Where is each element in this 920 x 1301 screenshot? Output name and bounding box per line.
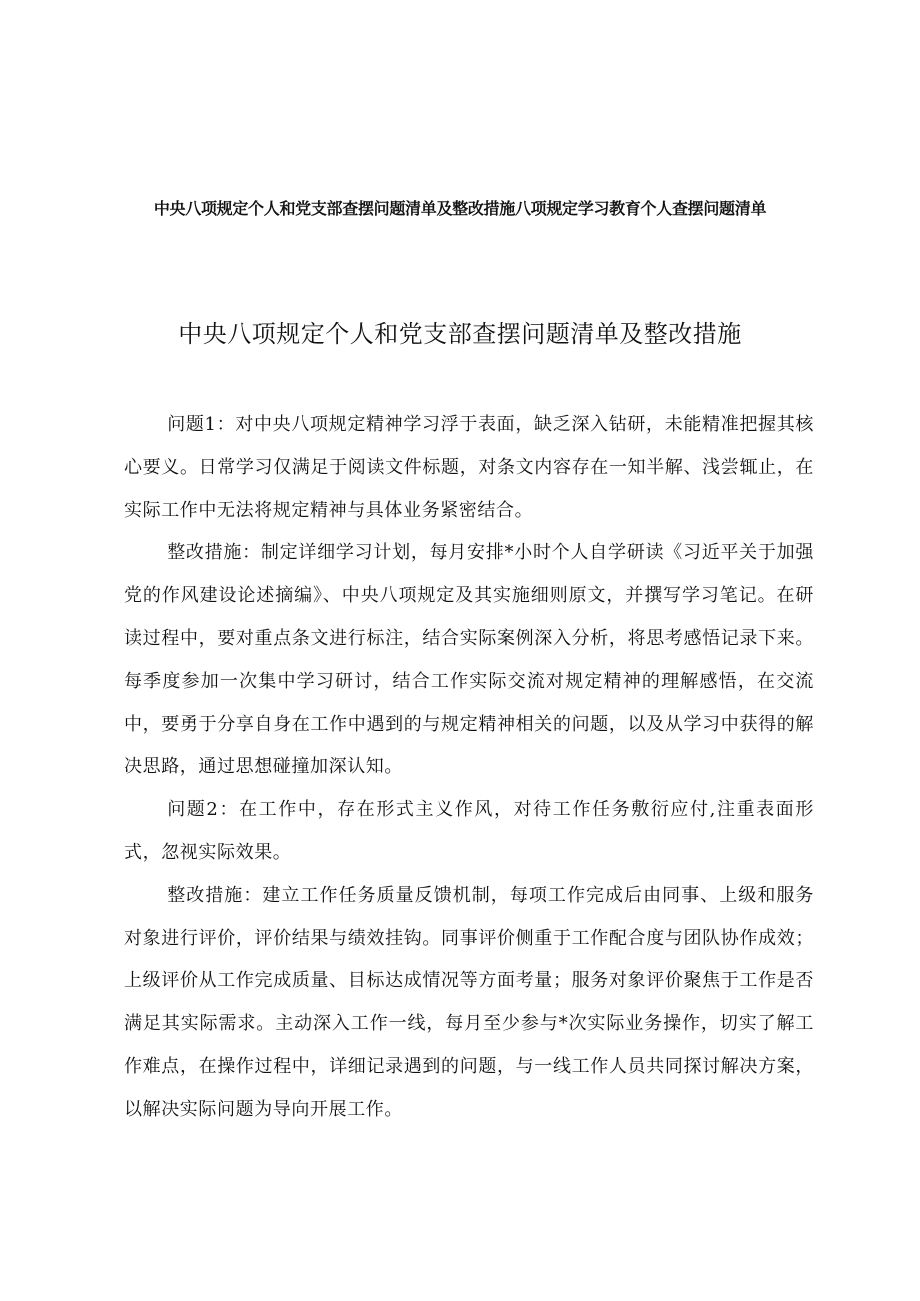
paragraph-measures-2: 整改措施：建立工作任务质量反馈机制，每项工作完成后由同事、上级和服务对象进行评价，评价结果与绩效挂钩。同事评价侧重于工作配合度与团队协作成效；上级评价从工作完成质量、目标达成情况等方面考量；服务对象评价聚焦于工作是否满足其实际需求。主动深入工作一线，每月至少参与*次实际业务操作，切实了解工作难点，在操作过程中，详细记录遇到的问题，与一线工作人员共同探讨解决方案，以解决实际问题为导向开展工作。 [124,884,814,1120]
document-body [124,404,814,1132]
paragraph-measures-1: 整改措施：制定详细学习计划，每月安排*小时个人自学研读《习近平关于加强党的作风建设论述摘编》、中央八项规定及其实施细则原文，并撰写学习笔记。在研读过程中，要对重点条文进行标注，结合实际案例深入分析，将思考感悟记录下来。每季度参加一次集中学习研讨，结合工作实际交流对规定精神的理解感悟，在交流中，要勇于分享自身在工作中遇到的与规定精神相关的问题，以及从学习中获得的解决思路，通过思想碰撞加深认知。 [124,542,814,778]
document-main-title: 中央八项规定个人和党支部查摆问题清单及整改措施 [178,320,742,348]
paragraph-problem-2: 问题2：在工作中，存在形式主义作风，对待工作任务敷衍应付,注重表面形式，忽视实际效果。 [124,799,814,863]
document-header-title: 中央八项规定个人和党支部查摆问题清单及整改措施八项规定学习教育个人查摆问题清单 [153,199,767,218]
paragraph-problem-1: 问题1：对中央八项规定精神学习浮于表面，缺乏深入钻研，未能精准把握其核心要义。日常学习仅满足于阅读文件标题，对条文内容存在一知半解、浅尝辄止，在实际工作中无法将规定精神与具体业务紧密结合。 [124,414,814,521]
